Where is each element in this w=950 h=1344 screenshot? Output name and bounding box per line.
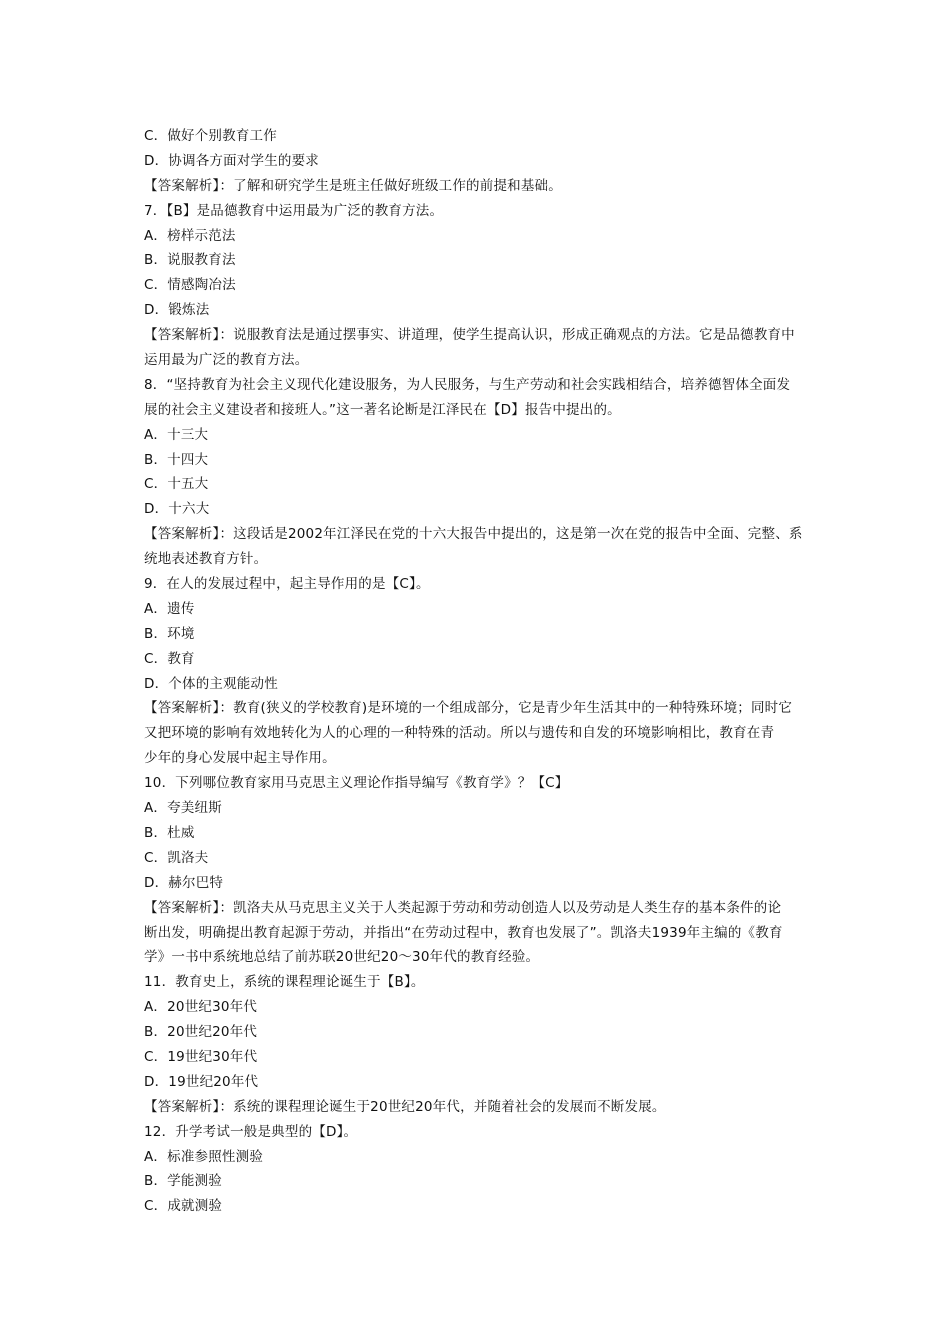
text-line: B．十四大: [144, 451, 209, 468]
text-line: B．环境: [144, 625, 195, 642]
text-line: C．情感陶冶法: [144, 277, 236, 294]
text-line: 学》一书中系统地总结了前苏联20世纪20～30年代的教育经验。: [144, 949, 540, 966]
text-line: A．榜样示范法: [144, 227, 236, 244]
text-line: 7．【B】是品德教育中运用最为广泛的教育方法。: [144, 202, 444, 219]
text-line: A．20世纪30年代: [144, 999, 258, 1016]
text-line: A．标准参照性测验: [144, 1148, 264, 1165]
text-line: C．成就测验: [144, 1198, 223, 1215]
text-line: A．遗传: [144, 600, 195, 617]
text-line: D．赫尔巴特: [144, 874, 224, 891]
text-line: C．教育: [144, 650, 195, 667]
text-line: 12．升学考试一般是典型的【D】。: [144, 1123, 358, 1140]
text-line: 【答案解析】：说服教育法是通过摆事实、讲道理，使学生提高认识，形成正确观点的方法。它是品德教育中: [144, 327, 795, 344]
text-line: 又把环境的影响有效地转化为人的心理的一种特殊的活动。所以与遗传和自发的环境影响相比，教育在青: [144, 725, 775, 742]
text-line: D．锻炼法: [144, 302, 210, 319]
text-line: 【答案解析】：了解和研究学生是班主任做好班级工作的前提和基础。: [144, 177, 562, 194]
text-line: 【答案解析】：教育(狭义的学校教育)是环境的一个组成部分，它是青少年生活其中的一种特殊环境；同时它: [144, 700, 793, 717]
text-line: D．协调各方面对学生的要求: [144, 152, 319, 169]
text-line: B．20世纪20年代: [144, 1024, 258, 1041]
text-line: 【答案解析】：凯洛夫从马克思主义关于人类起源于劳动和劳动创造人以及劳动是人类生存的基本条件的论: [144, 899, 782, 916]
text-line: D．十六大: [144, 501, 210, 518]
text-line: 【答案解析】：系统的课程理论诞生于20世纪20年代，并随着社会的发展而不断发展。: [144, 1098, 666, 1115]
text-line: C．做好个别教育工作: [144, 128, 277, 144]
text-line: 统地表述教育方针。: [144, 551, 268, 568]
text-line: 8．“坚持教育为社会主义现代化建设服务，为人民服务，与生产劳动和社会实践相结合，培养德智体全面发: [144, 376, 791, 393]
text-line: A．十三大: [144, 426, 209, 443]
text-line: A．夸美纽斯: [144, 800, 222, 817]
text-line: 11．教育史上，系统的课程理论诞生于【B】。: [144, 974, 425, 991]
text-line: B．说服教育法: [144, 252, 236, 269]
text-line: 运用最为广泛的教育方法。: [144, 352, 309, 369]
text-line: 【答案解析】：这段话是2002年江泽民在党的十六大报告中提出的，这是第一次在党的报告中全面、完整、系: [144, 526, 803, 543]
text-line: C．十五大: [144, 476, 209, 493]
text-line: C．凯洛夫: [144, 849, 209, 866]
text-line: 少年的身心发展中起主导作用。: [144, 750, 336, 767]
document-body: [144, 124, 814, 1219]
text-line: 9．在人的发展过程中，起主导作用的是【C】。: [144, 576, 430, 593]
text-line: B．杜威: [144, 824, 195, 841]
text-line: 10．下列哪位教育家用马克思主义理论作指导编写《教育学》？【C】: [144, 775, 569, 792]
text-line: B．学能测验: [144, 1173, 222, 1190]
text-line: C．19世纪30年代: [144, 1048, 258, 1065]
text-line: 展的社会主义建设者和接班人。”这一著名论断是江泽民在【D】报告中提出的。: [144, 401, 621, 418]
text-line: 断出发，明确提出教育起源于劳动，并指出“在劳动过程中，教育也发展了”。凯洛夫1939年主编的《教育: [144, 924, 783, 941]
text-line: D．个体的主观能动性: [144, 675, 278, 692]
text-line: D．19世纪20年代: [144, 1073, 259, 1090]
